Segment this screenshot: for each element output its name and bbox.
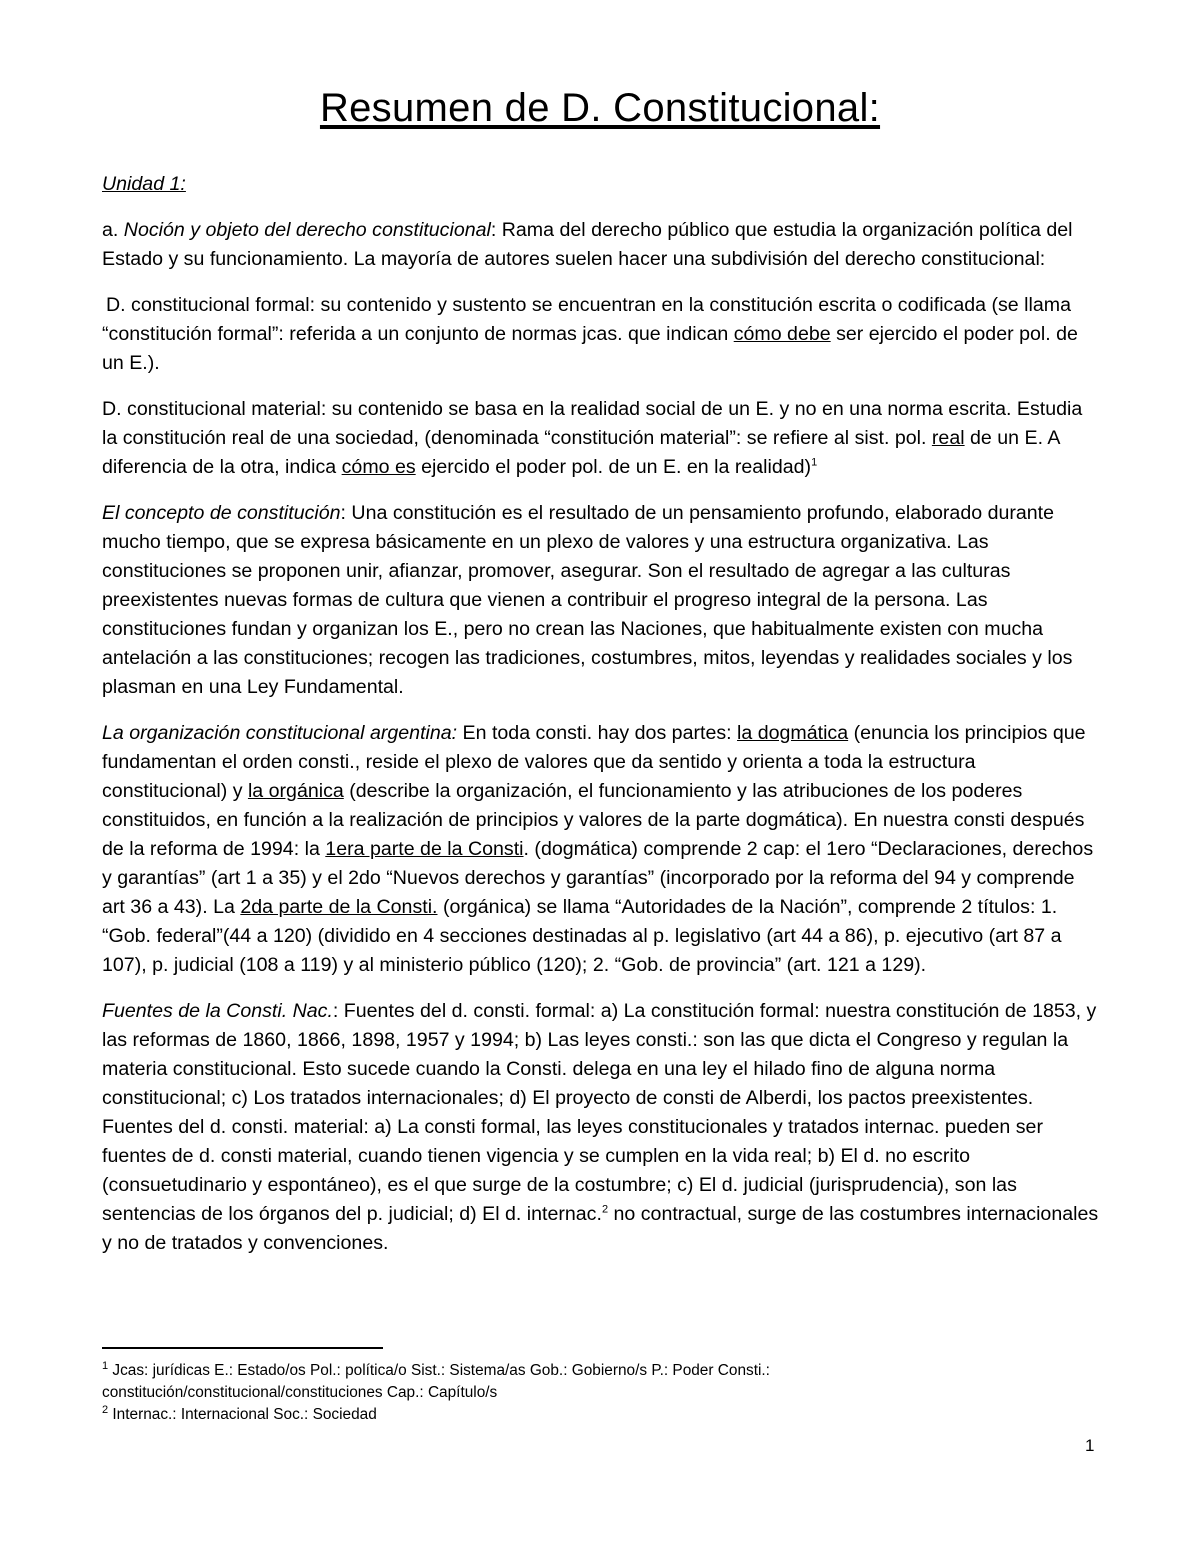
footnote-2: [102, 1404, 862, 1426]
paragraph-text: ser ejercido el poder pol. de un E.).: [102, 323, 1078, 374]
unit-heading: Unidad 1:: [102, 173, 186, 195]
underlined-como-debe: cómo debe: [733, 323, 831, 345]
term-nocion: Noción y objeto del derecho constitucional: [123, 219, 491, 241]
paragraph-text: de un E. A diferencia de la otra, indica: [102, 427, 1060, 478]
footnote-separator: [102, 1347, 383, 1349]
underlined-2da-parte: 2da parte de la Consti.: [240, 896, 438, 918]
paragraph-text: D. constitucional material: su contenido se basa en la realidad social de un E. y no en una norma escrita. Estudia la constitución real de una sociedad, (denominada “constitución material”: se refiere al sist. pol.: [102, 398, 1083, 449]
paragraph-nocion: [102, 216, 1102, 274]
page-number: 1: [1085, 1436, 1095, 1455]
footnote-mark: 2: [102, 1403, 109, 1416]
footnote-text: Internac.: Internacional Soc.: Sociedad: [108, 1406, 377, 1423]
paragraph-text: ejercido el poder pol. de un E. en la realidad): [415, 456, 812, 478]
underlined-como-es: cómo es: [341, 456, 416, 478]
paragraph-lead: a.: [102, 219, 124, 241]
page-title: Resumen de D. Constitucional:: [319, 86, 881, 130]
underlined-real: real: [931, 427, 965, 449]
paragraph-text: . (dogmática) comprende 2 cap: el 1ero “Declaraciones, derechos y garantías” (art 1 a 35) y el 2do “Nuevos derechos y garantías” (incorporado por la reforma del 94 y comprende art 36 a 43). La: [102, 838, 1094, 918]
paragraph-text: (orgánica) se llama “Autoridades de la Nación”, comprende 2 títulos: 1. “Gob. federal”(44 a 120) (dividido en 4 secciones destinadas al p. legislativo (art 44 a 86), p. ejecutivo (art 87 a 107), p. judicial (108 a 119) y al ministerio público (120); 2. “Gob. de provincia” (art. 121 a 129).: [102, 896, 1062, 976]
term-fuentes: Fuentes de la Consti. Nac.: [102, 1000, 333, 1022]
footnote-text: Jcas: jurídicas E.: Estado/os Pol.: política/o Sist.: Sistema/as Gob.: Gobierno/s P.: Poder Consti.: constitución/constitucional/constituciones Cap.: Capítulo/s: [102, 1362, 770, 1401]
document-body: [102, 170, 1102, 1275]
paragraph-text: D. constitucional formal: su contenido y sustento se encuentran en la constitución escrita o codificada (se llama “constitución formal”: referida a un conjunto de normas jcas. que indican: [102, 294, 1071, 345]
paragraph-formal: [102, 291, 1102, 378]
paragraph-text: : Fuentes del d. consti. formal: a) La constitución formal: nuestra constitución de 1853, y las reformas de 1860, 1866, 1898, 1957 y 1994; b) Las leyes consti.: son las que dicta el Congreso y regulan la materia constitucional. Esto sucede cuando la Consti. delega en una ley el hilado fino de alguna norma constitucional; c) Los tratados internacionales; d) El proyecto de consti de Alberdi, los pactos preexistentes. Fuentes del d. consti. material: a) La consti formal, las leyes constitucionales y tratados internac. pueden ser fuentes de d. consti material, cuando tienen vigencia y se cumplen en la vida real; b) El d. no escrito (consuetudinario y espontáneo), es el que surge de la costumbre; c) El d. judicial (jurisprudencia), son las sentencias de los órganos del p. judicial; d) El d. internac.: [102, 1000, 1097, 1225]
underlined-organica: la orgánica: [247, 780, 344, 802]
paragraph-text: En toda consti. hay dos partes:: [457, 722, 738, 744]
footnote-1: [102, 1360, 862, 1404]
paragraph-material: [102, 395, 1102, 482]
underlined-1era-parte: 1era parte de la Consti: [325, 838, 524, 860]
term-organizacion: La organización constitucional argentina:: [102, 722, 458, 744]
paragraph-text: : Rama del derecho público que estudia la organización política del Estado y su funcionamiento. La mayoría de autores suelen hacer una subdivisión del derecho constitucional:: [102, 219, 1073, 270]
paragraph-organizacion: [102, 719, 1102, 980]
underlined-dogmatica: la dogmática: [737, 722, 849, 744]
footnote-ref-1: 1: [811, 456, 818, 469]
term-concepto: El concepto de constitución: [102, 502, 341, 524]
paragraph-text: no contractual, surge de las costumbres internacionales y no de tratados y convenciones.: [102, 1203, 1099, 1254]
paragraph-text: : Una constitución es el resultado de un pensamiento profundo, elaborado durante mucho tiempo, que se expresa básicamente en un plexo de valores y una estructura organizativa. Las constituciones se proponen unir, afianzar, promover, asegurar. Son el resultado de agregar a las culturas preexistentes nuevas formas de cultura que vienen a contribuir el progreso integral de la persona. Las constituciones fundan y organizan los E., pero no crean las Naciones, que habitualmente existen con mucha antelación a las constituciones; recogen las tradiciones, costumbres, mitos, leyendas y realidades sociales y los plasman en una Ley Fundamental.: [102, 502, 1073, 698]
footnote-ref-2: 2: [601, 1203, 609, 1216]
paragraph-text: (enuncia los principios que fundamentan el orden consti., reside el plexo de valores que da sentido y orienta a toda la estructura constitucional) y: [102, 722, 1086, 802]
footnotes: [102, 1360, 862, 1426]
footnote-mark: 1: [102, 1359, 109, 1372]
paragraph-text: (describe la organización, el funcionamiento y las atribuciones de los poderes constituidos, en función a la realización de principios y valores de la parte dogmática). En nuestra consti después de la reforma de 1994: la: [102, 780, 1085, 860]
paragraph-fuentes: [102, 997, 1102, 1258]
paragraph-concepto: [102, 499, 1102, 702]
